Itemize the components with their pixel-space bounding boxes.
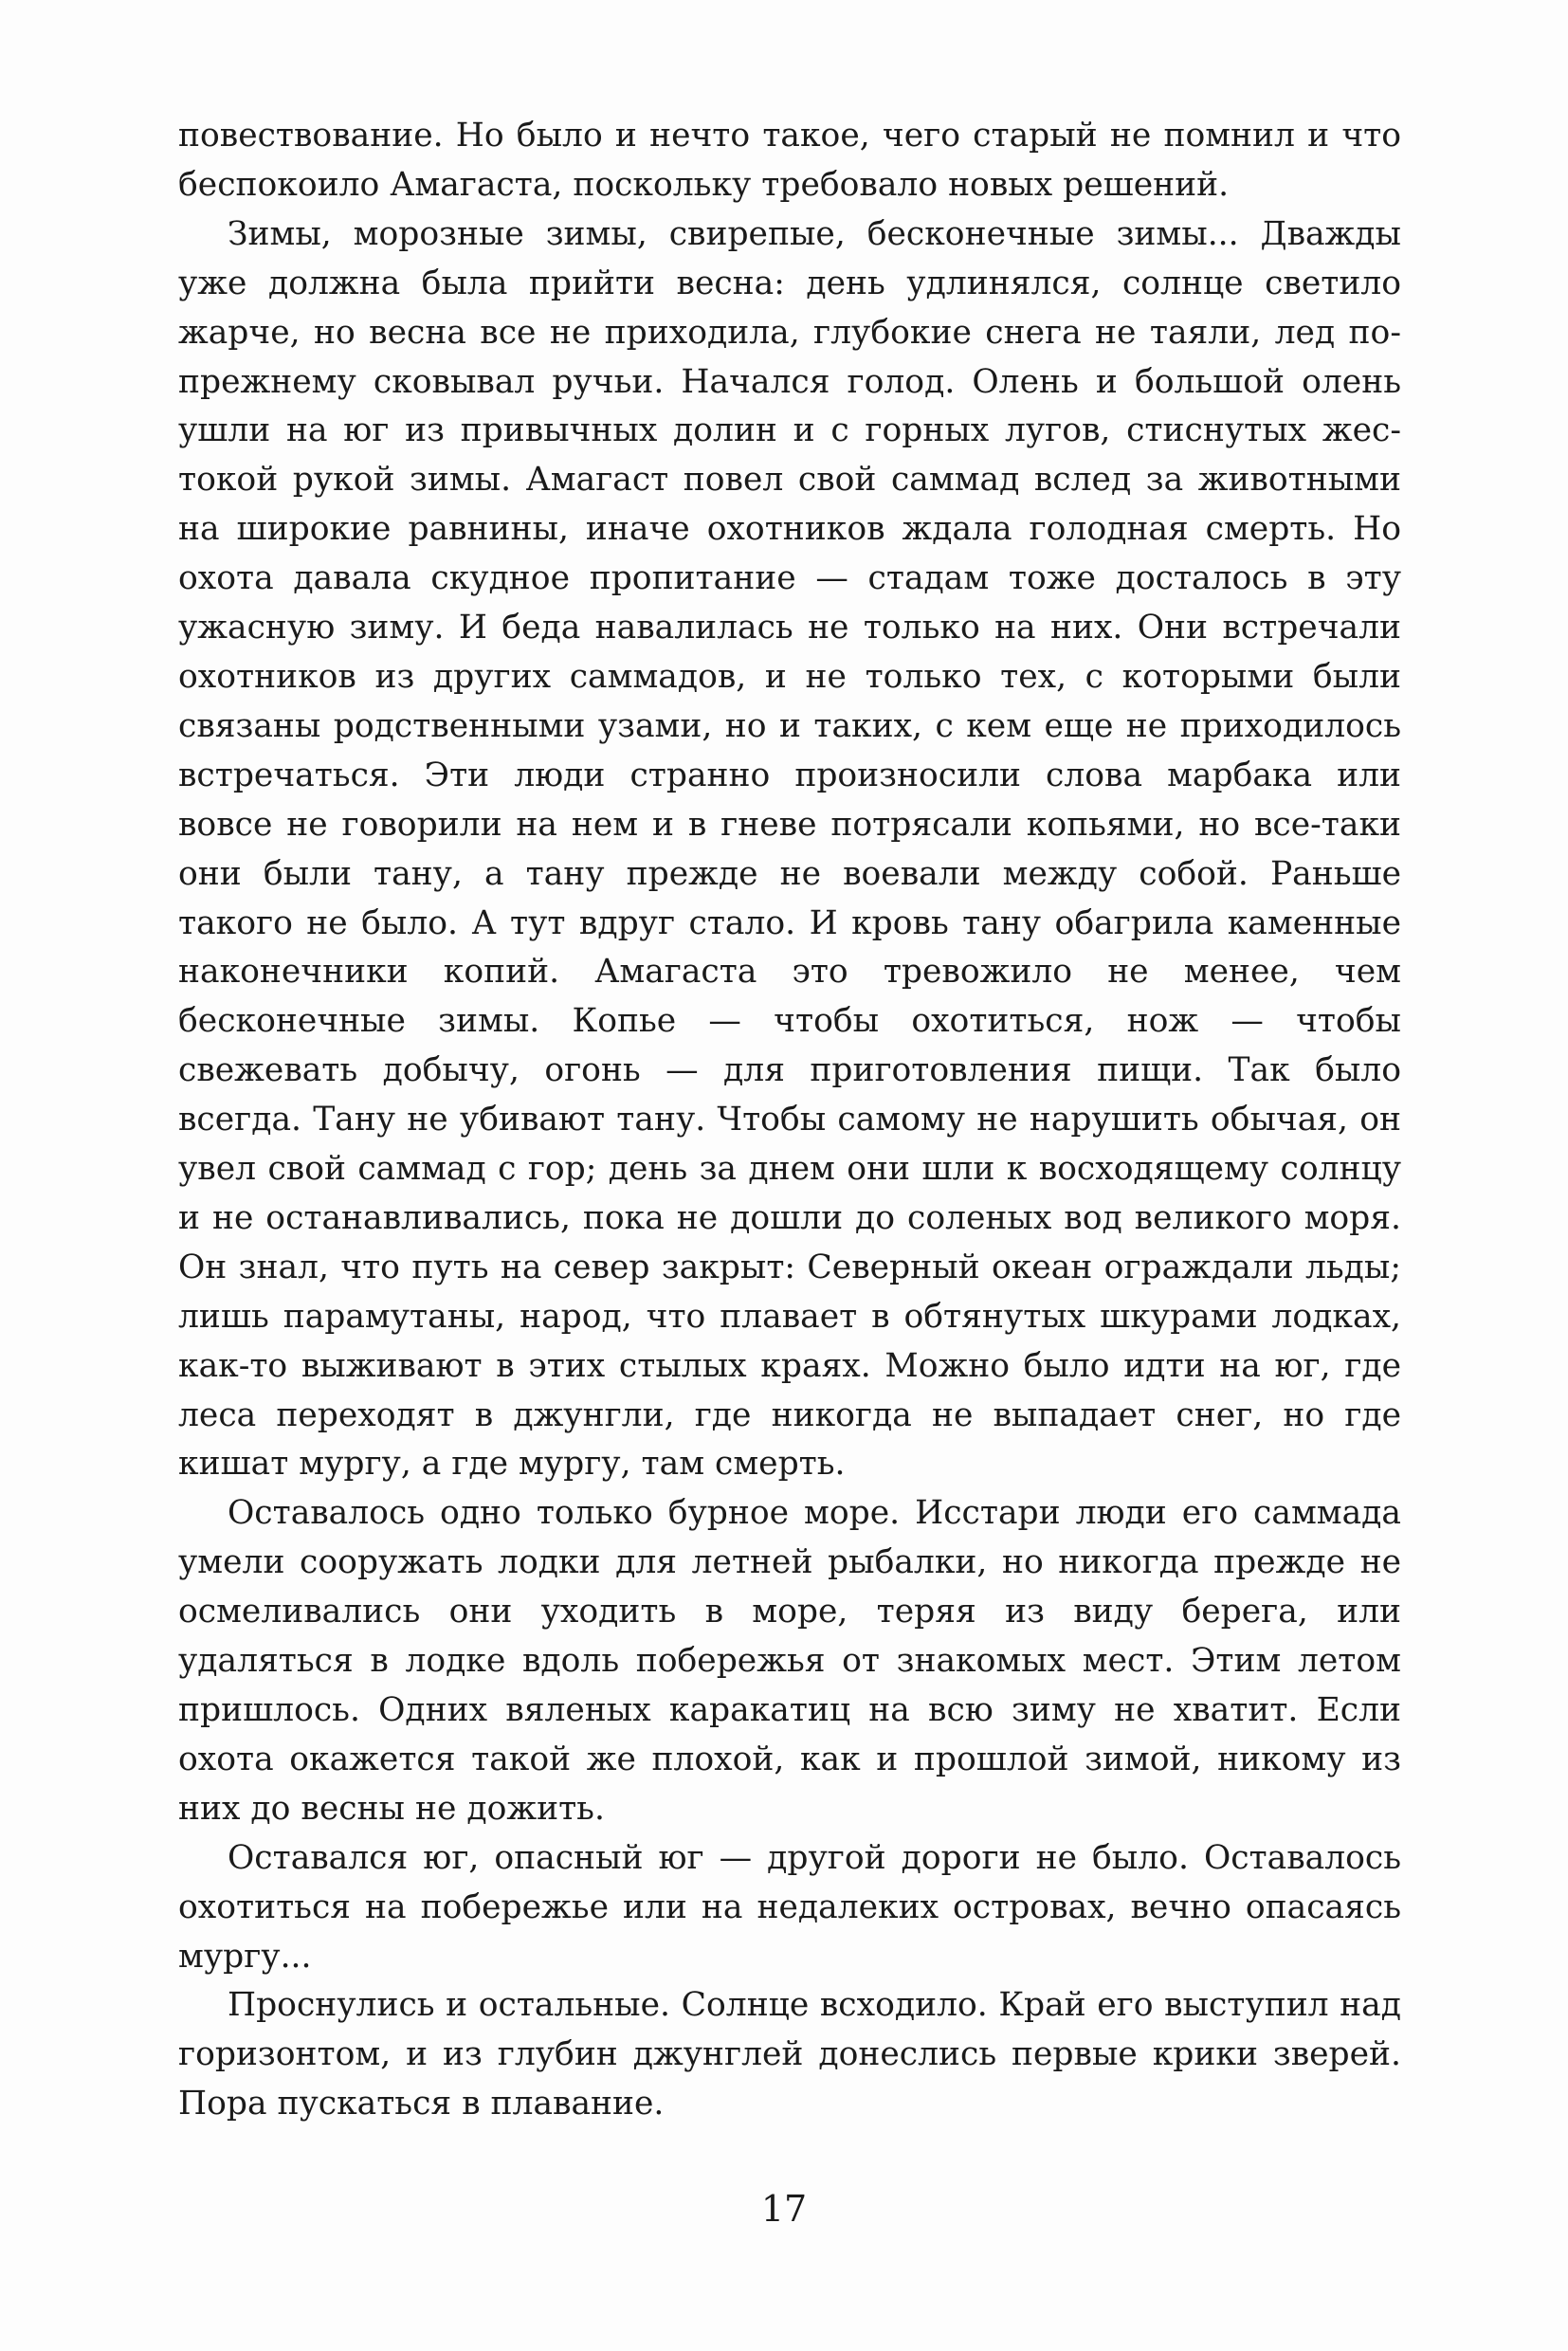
paragraph-3: Оставалось одно только бурное море. Исстари люди его саммада умели сооружать лодки для летней рыбалки, но никогда прежде не осмеливались они уходить в море, теряя из виду берега, или удаляться в лодке вдоль побережья от знакомых мест. Этим летом пришлось. Одних вяленых каракатиц на всю зиму не хватит. Если охота окажется такой же плохой, как и прошлой зимой, никому из них до весны не дожить. bbox=[178, 1494, 1401, 1828]
body-text bbox=[178, 112, 1401, 2129]
paragraph-1: повествование. Но было и нечто такое, чего старый не помнил и что беспокоило Амагаста, поскольку требовало новых решений. bbox=[178, 117, 1401, 204]
paragraph-2: Зимы, морозные зимы, свирепые, бесконечные зимы... Дважды уже должна была прийти весна: день удлинялся, солнце светило жарче, но весна все не приходила, глубокие снега не таяли, лед попрежнему сковывал ручьи. Начался голод. Олень и большой олень ушли на юг из привычных долин и с горных лугов, стиснутых жестокой рукой зимы. Амагаст повел свой саммад вслед за животными на широкие равнины, иначе охотников ждала голодная смерть. Но охота давала скудное пропитание — стадам тоже досталось в эту ужасную зиму. И беда навалилась не только на них. Они встречали охотников из других саммадов, и не только тех, с которыми были связаны родственными узами, но и таких, с кем еще не приходилось встречаться. Эти люди странно произносили слова марбака или вовсе не говорили на нем и в гневе потрясали копьями, но все-таки они были тану, а тану прежде не воевали между собой. Раньше такого не было. А тут вдруг стало. И кровь тану обагрила каменные наконечники копий. Амагаста это тревожило не менее, чем бесконечные зимы. Копье — чтобы охотиться, нож — чтобы свежевать добычу, огонь — для приготовления пищи. Так было всегда. Тану не убивают тану. Чтобы самому не нарушить обычая, он увел свой саммад с гор; день за днем они шли к восходящему солнцу и не останавливались, пока не дошли до соленых вод великого моря. Он знал, что путь на север закрыт: Северный океан ограждали льды; лишь парамутаны, народ, что плавает в обтянутых шкурами лодках, как-то выживают в этих стылых краях. Можно было идти на юг, где леса переходят в джунгли, где никогда не выпадает снег, но где кишат мургу, а где мургу, там смерть. bbox=[178, 214, 1401, 1484]
paragraph-5: Проснулись и остальные. Солнце всходило. Край его выступил над горизонтом, и из глубин джунглей донеслись первые крики зверей. Пора пускаться в плавание. bbox=[178, 1986, 1401, 2123]
paragraph-4: Оставался юг, опасный юг — другой дороги не было. Оставалось охотиться на побережье или на недалеких островах, вечно опасаясь мургу... bbox=[178, 1838, 1401, 1976]
page-number: 17 bbox=[760, 2188, 808, 2230]
